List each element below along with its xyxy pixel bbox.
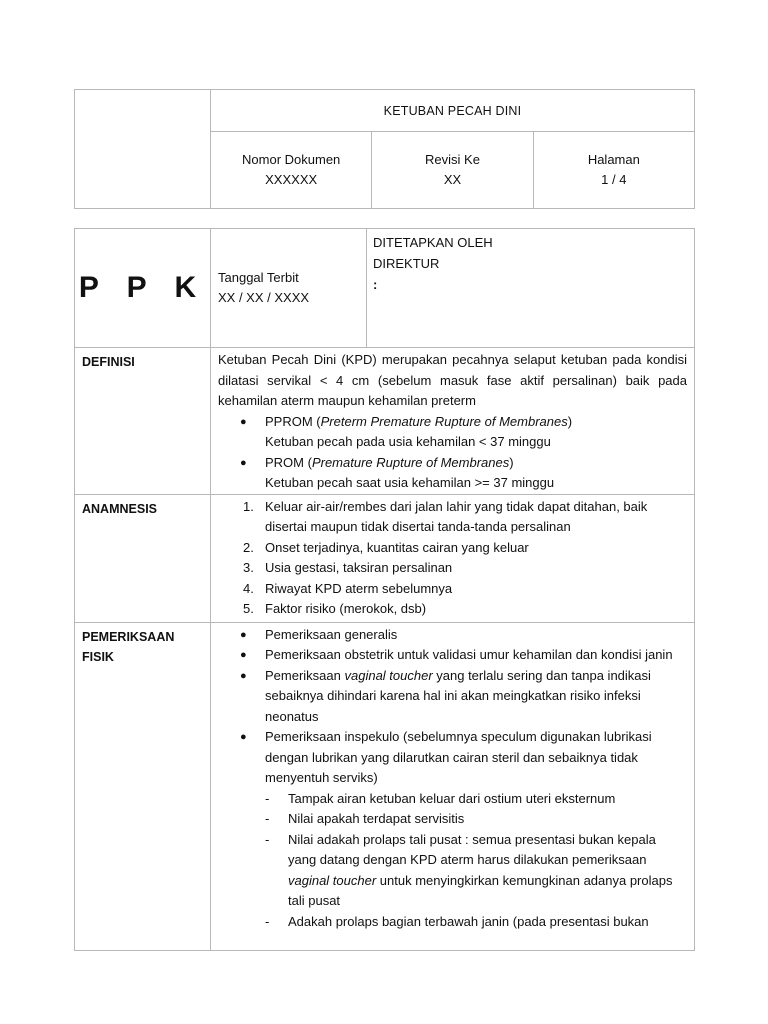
- inspekulo-sublist: [265, 789, 687, 933]
- direktur-label: DIREKTUR: [373, 256, 440, 271]
- list-item: ● Pemeriksaan vaginal toucher yang terlalu sering dan tanpa indikasi sebaiknya dihindari karena hal ini akan meingkatkan risiko infeksi neonatus: [240, 667, 651, 724]
- revisi-label: Revisi Ke: [425, 152, 480, 168]
- anamnesis-content: [211, 494, 695, 622]
- ditetapkan-cell: [367, 229, 695, 348]
- bullet-icon: ●: [240, 731, 247, 743]
- ppk-label: P P K: [75, 229, 211, 348]
- revisi-value: XX: [443, 172, 462, 188]
- halaman-cell: [533, 132, 694, 209]
- ditetapkan-label: DITETAPKAN OLEH: [373, 235, 493, 250]
- document-body: [74, 228, 695, 951]
- term-expansion: Premature Rupture of Membranes: [311, 454, 510, 470]
- list-item: 5. Faktor risiko (merokok, dsb): [243, 601, 427, 616]
- definisi-text: Ketuban Pecah Dini (KPD) merupakan pecahnya selaput ketuban pada kondisi dilatasi servikal < 4 cm (sebelum masuk fase aktif persalinan) baik pada kehamilan aterm maupun kehamilan preterm: [218, 352, 687, 408]
- document-title: KETUBAN PECAH DINI: [211, 90, 695, 132]
- list-item: 4. Riwayat KPD aterm sebelumnya: [243, 580, 453, 596]
- nomor-dokumen-cell: [211, 132, 372, 209]
- definisi-label: DEFINISI: [75, 348, 211, 495]
- tanggal-terbit-value: XX / XX / XXXX: [218, 290, 310, 305]
- document-header: [74, 89, 695, 209]
- bullet-icon: ●: [240, 649, 247, 661]
- sub-list-item: - Tampak airan ketuban keluar dari ostium uteri eksternum: [265, 790, 616, 806]
- revisi-cell: [372, 132, 533, 209]
- list-item: ● PPROM (Preterm Premature Rupture of Membranes) Ketuban pecah pada usia kehamilan < 37 minggu: [218, 412, 687, 453]
- tanggal-terbit-label: Tanggal Terbit: [218, 270, 299, 285]
- logo-cell: [75, 90, 211, 209]
- halaman-value: 1 / 4: [601, 172, 627, 188]
- signature-colon: :: [373, 277, 378, 292]
- bullet-icon: ●: [240, 669, 247, 682]
- term: PPROM: [265, 413, 313, 429]
- sub-list-item: - Nilai apakah terdapat servisitis: [265, 811, 465, 826]
- definisi-content: [211, 348, 695, 495]
- list-item: 1. Keluar air-air/rembes dari jalan lahir yang tidak dapat ditahan, baik disertai maupun tidak disertai tanda-tanda persalinan: [243, 498, 648, 534]
- sub-list-item: - Nilai adakah prolaps tali pusat : semua presentasi bukan kepala yang datang dengan KPD aterm harus dilakukan pemeriksaan vaginal toucher untuk menyingkirkan kemungkinan adanya prolaps tali pusat: [265, 831, 673, 908]
- pemeriksaan-content: [211, 622, 695, 950]
- bullet-icon: ●: [240, 628, 247, 641]
- list-item: 3. Usia gestasi, taksiran persalinan: [243, 560, 453, 575]
- term-description: Ketuban pecah pada usia kehamilan < 37 minggu: [265, 434, 551, 449]
- tanggal-terbit-cell: [211, 229, 367, 348]
- pemeriksaan-fisik-label: PEMERIKSAAN FISIK: [75, 622, 211, 950]
- nomor-dokumen-value: XXXXXX: [265, 172, 318, 188]
- sub-list-item: - Adakah prolaps bagian terbawah janin (pada presentasi bukan: [265, 913, 649, 929]
- list-item: ● Pemeriksaan generalis: [218, 625, 687, 646]
- list-item: ● PROM (Premature Rupture of Membranes) Ketuban pecah saat usia kehamilan >= 37 minggu: [218, 453, 687, 494]
- halaman-label: Halaman: [587, 152, 640, 168]
- list-item: ● Pemeriksaan obstetrik untuk validasi umur kehamilan dan kondisi janin: [218, 645, 687, 666]
- bullet-icon: ●: [240, 456, 247, 469]
- term-expansion: Preterm Premature Rupture of Membranes: [320, 413, 568, 429]
- list-item: ● Pemeriksaan inspekulo (sebelumnya speculum digunakan lubrikasi dengan lubrikan yang dilarutkan cairan steril dan sebaiknya tidak menyentuh serviks) - Tampak airan ketuban keluar dari ostium uteri eksternum - Nilai apakah terdapat servisitis - Nilai adakah prolaps tali pusat : semua presentasi bukan kepala yang datang dengan KPD aterm harus dilakukan pemeriksaan vaginal toucher untuk menyingkirkan kemungkinan adanya prolaps tali pusat - Adakah prolaps bagian terbawah janin (pada presentasi bukan: [218, 727, 687, 932]
- term: PROM: [265, 454, 304, 470]
- anamnesis-list: [218, 497, 687, 620]
- term-description: Ketuban pecah saat usia kehamilan >= 37 minggu: [265, 475, 555, 490]
- main-table: [74, 228, 695, 951]
- pemeriksaan-list: [218, 625, 687, 933]
- list-item: 2. Onset terjadinya, kuantitas cairan yang keluar: [243, 539, 529, 555]
- anamnesis-label: ANAMNESIS: [75, 494, 211, 622]
- nomor-dokumen-label: Nomor Dokumen: [242, 152, 341, 168]
- definisi-list: [218, 412, 687, 494]
- bullet-icon: ●: [240, 415, 247, 428]
- header-table: [74, 89, 695, 209]
